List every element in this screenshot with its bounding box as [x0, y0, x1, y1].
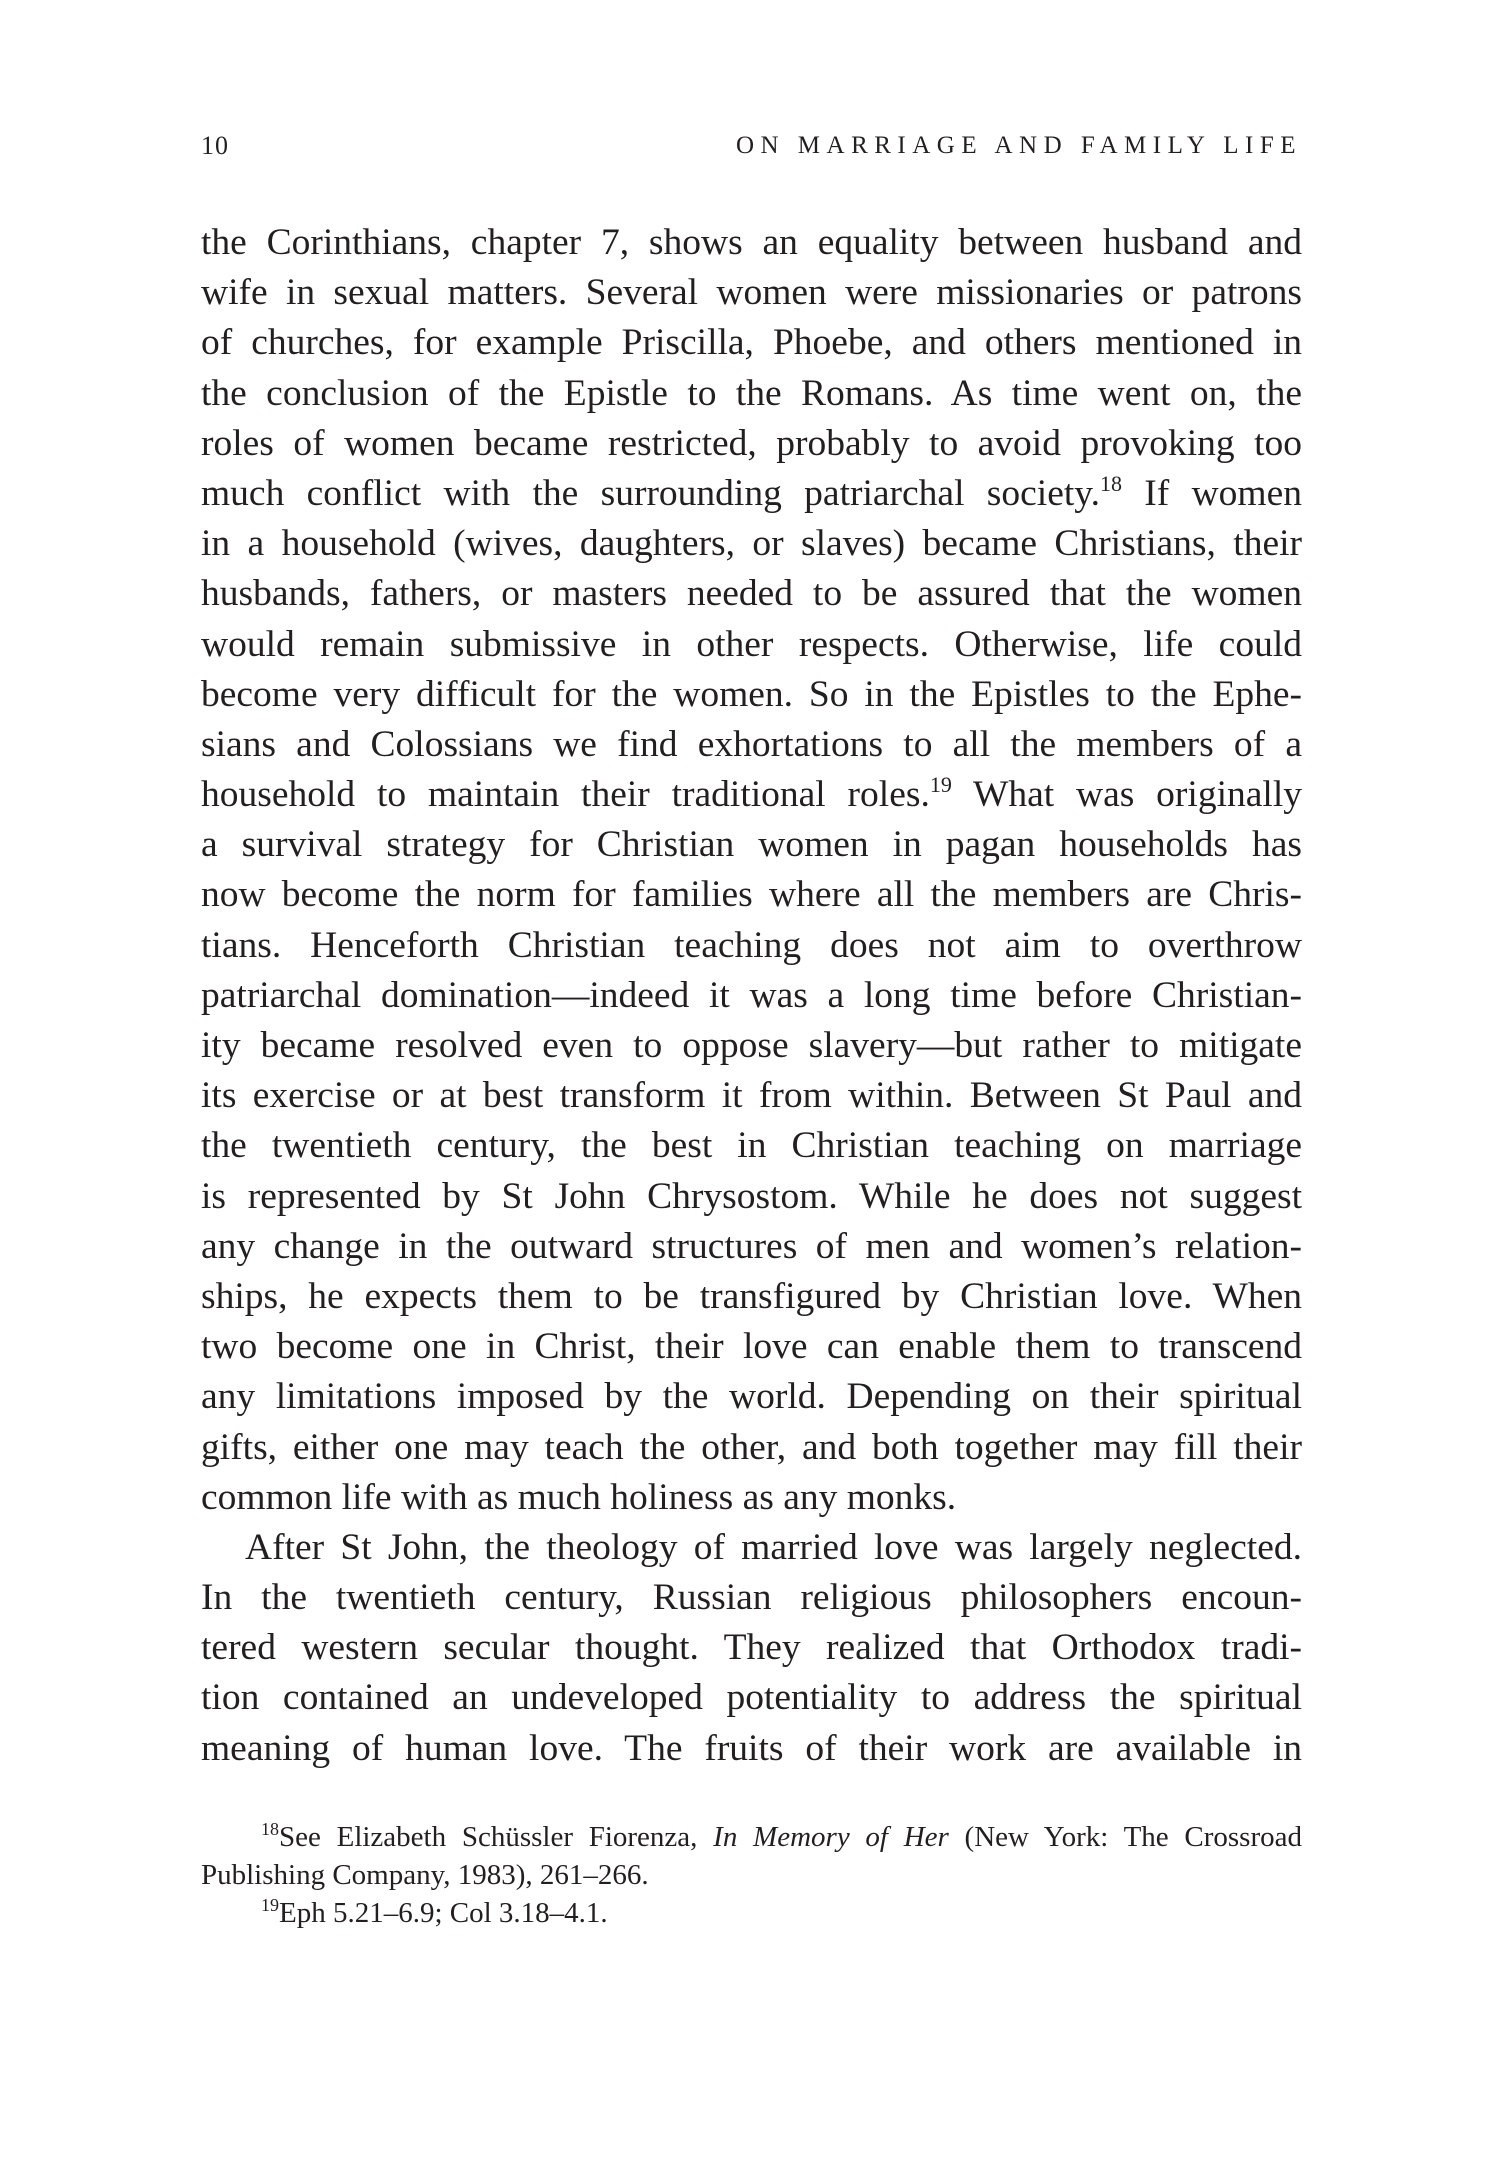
body-line: the Corinthians, chapter 7, shows an equality between husband and [201, 222, 1302, 263]
body-line: In the twentieth century, Russian religious philosophers encoun- [201, 1577, 1302, 1619]
body-line: its exercise or at best transform it from within. Between St Paul and [201, 1075, 1302, 1117]
body-line: now become the norm for families where all the members are Chris- [201, 874, 1302, 916]
body-text-segment: What was originally [951, 774, 1302, 816]
body-line: sians and Colossians we find exhortations to all the members of a [201, 723, 1302, 765]
body-line: of churches, for example Priscilla, Phoebe, and others mentioned in [201, 322, 1302, 364]
body-line: meaning of human love. The fruits of their work are available in [201, 1727, 1302, 1769]
body-line: the twentieth century, the best in Christian teaching on marriage [201, 1125, 1302, 1167]
body-line [201, 770, 1302, 820]
page-number: 10 [201, 131, 229, 160]
body-text-segment: If women [1121, 472, 1302, 514]
body-line: in a household (wives, daughters, or slaves) became Christians, their [201, 523, 1302, 565]
body-line: the conclusion of the Epistle to the Romans. As time went on, the [201, 372, 1302, 414]
body-line: would remain submissive in other respects. Otherwise, life could [201, 623, 1302, 665]
footnote-18-continued: Publishing Company, 1983), 261–266. [201, 1859, 649, 1891]
footnotes [201, 1818, 1302, 1932]
body-text [201, 218, 1302, 1774]
body-line: roles of women became restricted, probably to avoid provoking too [201, 422, 1302, 464]
footnote-ref-18[interactable]: 18 [1099, 470, 1122, 496]
footnote-ref-19[interactable]: 19 [929, 772, 952, 798]
footnote-book-title: In Memory of Her [713, 1821, 949, 1853]
body-text-segment: household to maintain their traditional roles. [201, 774, 930, 816]
body-line: two become one in Christ, their love can enable them to transcend [201, 1326, 1302, 1368]
body-line: ships, he expects them to be transfigured by Christian love. When [201, 1275, 1302, 1317]
body-line: patriarchal domination—indeed it was a long time before Christian- [201, 974, 1302, 1016]
footnote-18 [201, 1818, 1302, 1856]
body-line: tians. Henceforth Christian teaching does not aim to overthrow [201, 924, 1302, 966]
body-line: ity became resolved even to oppose slavery—but rather to mitigate [201, 1025, 1302, 1066]
running-head-title: ON MARRIAGE AND FAMILY LIFE [735, 132, 1302, 159]
footnote-number: 18 [261, 1819, 279, 1839]
footnote-text: See Elizabeth Schüssler Fiorenza, [279, 1821, 714, 1853]
body-line: tion contained an undeveloped potentiality to address the spiritual [201, 1677, 1302, 1719]
body-line: gifts, either one may teach the other, and both together may fill their [201, 1426, 1302, 1468]
footnote-text: (New York: The Crossroad [948, 1821, 1302, 1853]
body-line: become very difficult for the women. So in the Epistles to the Ephe- [201, 673, 1302, 715]
body-line: any change in the outward structures of men and women’s relation- [201, 1225, 1302, 1267]
body-line-paragraph-start: After St John, the theology of married love was largely neglected. [245, 1526, 1302, 1568]
body-line-paragraph-end: common life with as much holiness as any monks. [201, 1476, 957, 1518]
body-line: a survival strategy for Christian women in pagan households has [201, 824, 1302, 866]
body-line: wife in sexual matters. Several women were missionaries or patrons [201, 272, 1302, 314]
footnote-text: Eph 5.21–6.9; Col 3.18–4.1. [279, 1897, 608, 1929]
body-line [201, 469, 1302, 519]
running-head [201, 126, 1302, 166]
footnote-19 [201, 1894, 1302, 1932]
footnote-number: 19 [261, 1895, 279, 1915]
body-line: tered western secular thought. They realized that Orthodox tradi- [201, 1627, 1302, 1669]
body-line: any limitations imposed by the world. Depending on their spiritual [201, 1376, 1302, 1418]
body-line: husbands, fathers, or masters needed to be assured that the women [201, 573, 1302, 615]
body-text-segment: much conflict with the surrounding patriarchal society. [201, 472, 1100, 514]
body-line: is represented by St John Chrysostom. While he does not suggest [201, 1175, 1302, 1217]
